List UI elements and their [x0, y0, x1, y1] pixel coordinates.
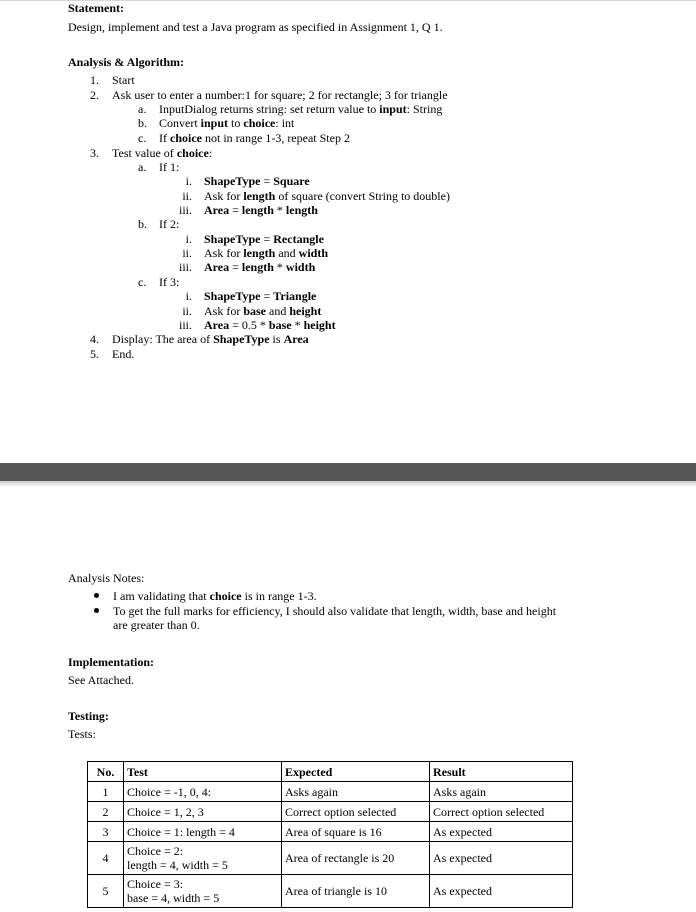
step-3a-iii: Area = length * length	[204, 203, 318, 217]
table-row	[88, 782, 573, 802]
step-3a-ii-numeral: ii.	[182, 189, 192, 203]
step-2c: If choice not in range 1-3, repeat Step 2	[159, 131, 350, 145]
step-2: Ask user to enter a number:1 for square; 2 for rectangle; 3 for triangle	[112, 88, 448, 102]
step-3c-i: ShapeType = Triangle	[204, 289, 317, 303]
step-3b: If 2:	[159, 217, 180, 231]
implementation-heading: Implementation:	[68, 655, 154, 669]
test-input: Choice = 2: length = 4, width = 5	[124, 842, 282, 875]
test-number: 4	[88, 842, 124, 875]
step-3a-letter: a.	[138, 160, 147, 174]
step-5: End.	[112, 347, 135, 361]
test-input: Choice = -1, 0, 4:	[124, 782, 282, 802]
note-2-line-1: To get the full marks for efficiency, I should also validate that length, width, base and height	[113, 604, 557, 618]
step-5-number: 5.	[90, 347, 99, 361]
step-3c-i-numeral: i.	[185, 289, 192, 303]
test-expected: Asks again	[282, 782, 430, 802]
step-3a-i: ShapeType = Square	[204, 174, 310, 188]
note-1: I am validating that choice is in range 1-3.	[113, 589, 317, 603]
test-expected: Area of rectangle is 20	[282, 842, 430, 875]
note-2-line-2: are greater than 0.	[113, 618, 200, 632]
test-input: Choice = 1, 2, 3	[124, 802, 282, 822]
step-2c-letter: c.	[138, 131, 147, 145]
step-3a: If 1:	[159, 160, 180, 174]
test-result: As expected	[430, 842, 573, 875]
column-header-no: No.	[88, 762, 124, 782]
test-number: 2	[88, 802, 124, 822]
step-2a: InputDialog returns string: set return value to input: String	[159, 102, 443, 116]
statement-text: Design, implement and test a Java program as specified in Assignment 1, Q 1.	[68, 20, 443, 34]
test-result: Correct option selected	[430, 802, 573, 822]
step-2b-letter: b.	[138, 116, 147, 130]
step-3c-ii-numeral: ii.	[182, 304, 192, 318]
table-row	[88, 875, 573, 908]
step-3b-iii: Area = length * width	[204, 260, 316, 274]
test-expected: Area of square is 16	[282, 822, 430, 842]
step-1-number: 1.	[90, 73, 99, 87]
test-number: 5	[88, 875, 124, 908]
step-3a-i-numeral: i.	[185, 174, 192, 188]
table-row	[88, 802, 573, 822]
bullet-icon	[94, 608, 99, 613]
tests-table	[87, 761, 573, 908]
step-3: Test value of choice:	[112, 146, 213, 160]
step-3b-ii: Ask for length and width	[204, 246, 329, 260]
column-header-expected: Expected	[282, 762, 430, 782]
step-4: Display: The area of ShapeType is Area	[112, 332, 309, 346]
test-input: Choice = 3: base = 4, width = 5	[124, 875, 282, 908]
testing-subheading: Tests:	[68, 727, 96, 741]
table-header-row	[88, 762, 573, 782]
test-result: As expected	[430, 822, 573, 842]
implementation-text: See Attached.	[68, 673, 134, 687]
step-3-number: 3.	[90, 146, 99, 160]
analysis-heading: Analysis & Algorithm:	[68, 55, 185, 69]
step-2b: Convert input to choice: int	[159, 116, 295, 130]
step-3c: If 3:	[159, 275, 180, 289]
step-3b-i-numeral: i.	[185, 232, 192, 246]
step-3c-letter: c.	[138, 275, 147, 289]
test-number: 3	[88, 822, 124, 842]
bullet-icon	[94, 593, 99, 598]
test-result: Asks again	[430, 782, 573, 802]
step-4-number: 4.	[90, 332, 99, 346]
column-header-result: Result	[430, 762, 573, 782]
test-number: 1	[88, 782, 124, 802]
page-divider	[0, 463, 696, 481]
statement-heading: Statement:	[68, 1, 124, 15]
step-2-number: 2.	[90, 88, 99, 102]
step-3a-iii-numeral: iii.	[178, 203, 192, 217]
testing-heading: Testing:	[68, 709, 109, 723]
test-expected: Area of triangle is 10	[282, 875, 430, 908]
step-3c-ii: Ask for base and height	[204, 304, 322, 318]
step-2a-letter: a.	[138, 102, 147, 116]
column-header-test: Test	[124, 762, 282, 782]
step-3b-iii-numeral: iii.	[178, 260, 192, 274]
step-3c-iii-numeral: iii.	[178, 318, 192, 332]
step-3b-letter: b.	[138, 217, 147, 231]
step-3b-ii-numeral: ii.	[182, 246, 192, 260]
table-row	[88, 842, 573, 875]
step-3c-iii: Area = 0.5 * base * height	[204, 318, 336, 332]
test-expected: Correct option selected	[282, 802, 430, 822]
notes-heading: Analysis Notes:	[68, 571, 145, 585]
step-3b-i: ShapeType = Rectangle	[204, 232, 324, 246]
step-3a-ii: Ask for length of square (convert String to double)	[204, 189, 450, 203]
test-input: Choice = 1: length = 4	[124, 822, 282, 842]
step-1: Start	[112, 73, 135, 87]
page-divider-shadow	[0, 481, 696, 487]
test-result: As expected	[430, 875, 573, 908]
table-row	[88, 822, 573, 842]
